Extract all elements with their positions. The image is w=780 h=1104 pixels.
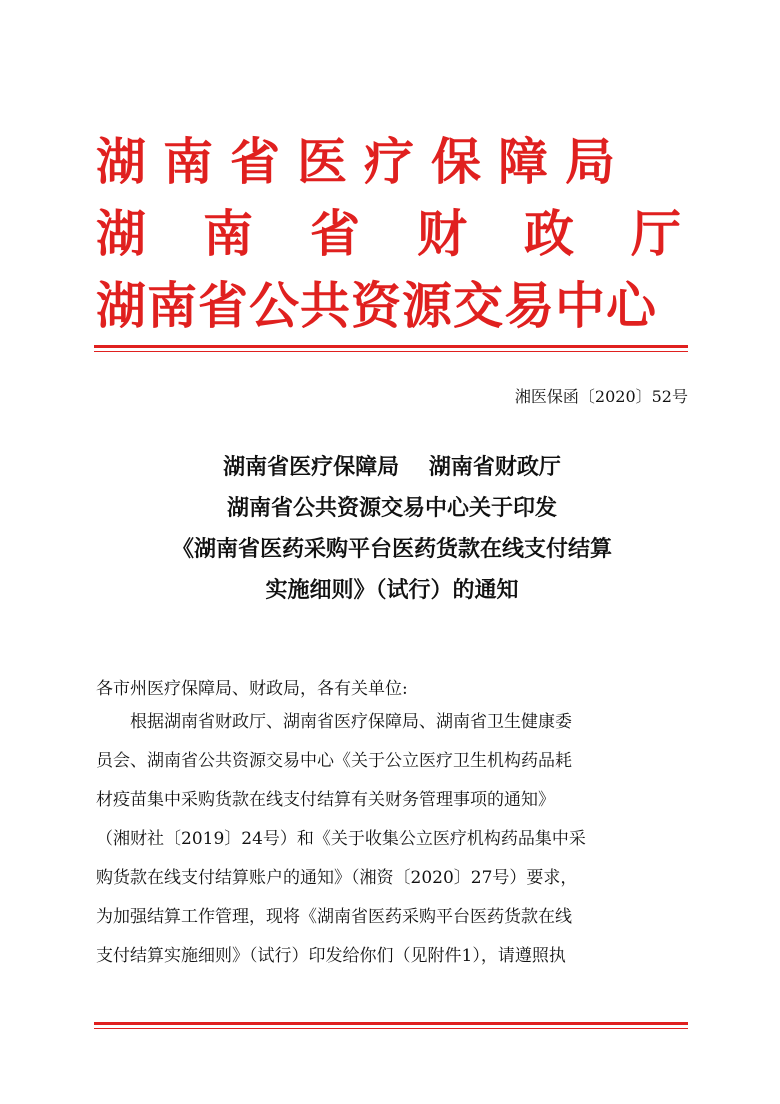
title-line-2: 湖南省公共资源交易中心关于印发 (226, 496, 557, 521)
issuer-name-public-resources-center: 湖南省公共资源交易中心 (96, 277, 657, 335)
title-line-4: 实施细则》（试行）的通知 (265, 578, 519, 603)
body-line: （湘财社〔2019〕24号）和《关于收集公立医疗机构药品集中采 (96, 829, 586, 849)
issuer-name-medical-security-bureau: 湖南省医疗保障局 (96, 133, 632, 191)
header-red-rule-thick (94, 345, 688, 348)
title-line-1: 湖南省医疗保障局 湖南省财政厅 (223, 455, 561, 480)
document-number: 湘医保函〔2020〕52号 (514, 387, 688, 406)
footer-red-rule-thin (94, 1028, 688, 1029)
header-red-rule-thin (94, 351, 688, 352)
body-line: 员会、湖南省公共资源交易中心《关于公立医疗卫生机构药品耗 (96, 751, 572, 771)
body-line: 为加强结算工作管理，现将《湖南省医药采购平台医药货款在线 (96, 907, 572, 927)
body-line: 购货款在线支付结算账户的通知》（湘资〔2020〕27号）要求， (96, 868, 578, 888)
salutation: 各市州医疗保障局、财政局，各有关单位: (96, 679, 408, 699)
body-line: 根据湖南省财政厅、湖南省医疗保障局、湖南省卫生健康委 (96, 712, 572, 732)
issuer-name-finance-department: 湖南省财政厅 (96, 205, 738, 263)
body-line: 支付结算实施细则》（试行）印发给你们（见附件1），请遵照执 (96, 946, 566, 966)
title-line-3: 《湖南省医药采购平台医药货款在线支付结算 (171, 537, 612, 562)
body-line: 材疫苗集中采购货款在线支付结算有关财务管理事项的通知》 (96, 790, 555, 810)
footer-red-rule-thick (94, 1022, 688, 1025)
